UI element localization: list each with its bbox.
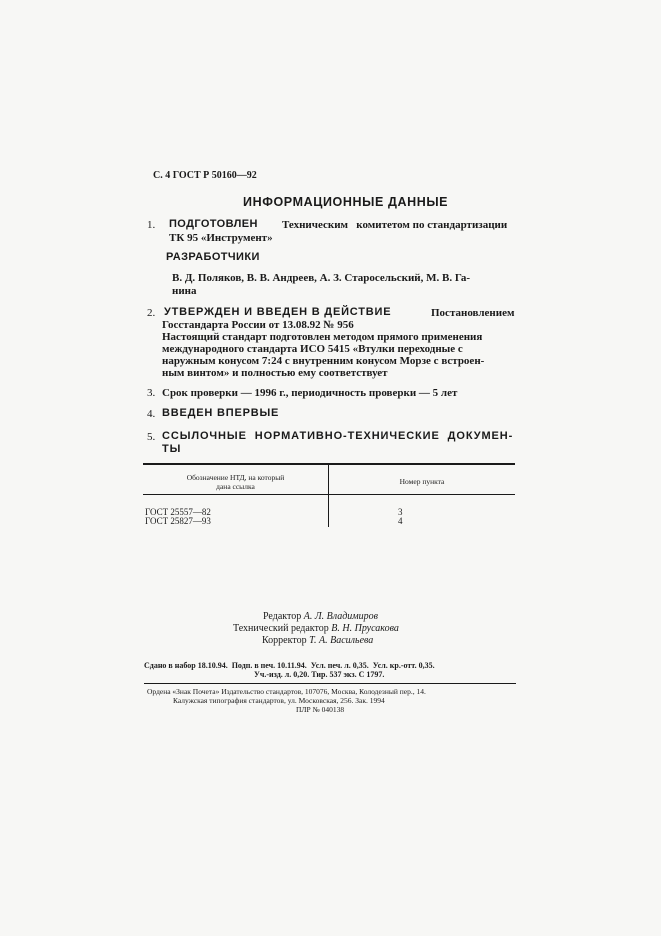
section-1-number: 1.: [147, 219, 156, 231]
page-header: С. 4 ГОСТ Р 50160—92: [153, 170, 257, 181]
developers-heading: РАЗРАБОТЧИКИ: [166, 251, 260, 263]
editor-credit: Редактор А. Л. Владимиров: [263, 611, 378, 622]
section-1-lead: ПОДГОТОВЛЕН: [169, 218, 258, 230]
section-2-line-2: Госстандарта России от 13.08.92 № 956: [162, 319, 354, 331]
developers-list-cont: нина: [172, 285, 197, 297]
table-column-divider: [328, 465, 329, 527]
section-5-lead-cont: ТЫ: [162, 443, 182, 455]
table-row-item: 4: [398, 516, 403, 526]
table-header-rule: [143, 494, 515, 495]
section-4-number: 4.: [147, 408, 156, 420]
publisher-line-2: Калужская типография стандартов, ул. Московская, 256. Зак. 1994: [173, 696, 385, 705]
section-2-line-6: ным винтом» и полностью ему соответствует: [162, 367, 388, 379]
page-title: ИНФОРМАЦИОННЫЕ ДАННЫЕ: [243, 195, 449, 209]
table-row-item: 3: [398, 507, 403, 517]
table-row-doc: ГОСТ 25557—82: [145, 507, 211, 517]
section-5-lead: ССЫЛОЧНЫЕ НОРМАТИВНО-ТЕХНИЧЕСКИЕ ДОКУМЕН-: [162, 430, 514, 442]
section-1-text: Техническим комитетом по стандартизации: [282, 219, 508, 231]
section-2-number: 2.: [147, 307, 156, 319]
table-header-item: Номер пункта: [399, 477, 445, 486]
tech-editor-credit: Технический редактор В. Н. Прусакова: [233, 623, 399, 634]
imprint-rule: [144, 683, 516, 684]
section-2-lead: УТВЕРЖДЕН И ВВЕДЕН В ДЕЙСТВИЕ: [164, 306, 392, 318]
table-row-doc: ГОСТ 25827—93: [145, 516, 211, 526]
section-2-line-5: наружным конусом 7:24 с внутренним конусом Морзе с встроен-: [162, 355, 485, 367]
table-header-document: Обозначение НТД, на который дана ссылка: [186, 473, 285, 491]
section-3-number: 3.: [147, 387, 156, 399]
publisher-line-1: Ордена «Знак Почета» Издательство стандартов, 107076, Москва, Колодезный пер., 14.: [147, 687, 426, 696]
section-3-text: Срок проверки — 1996 г., периодичность проверки — 5 лет: [162, 387, 458, 399]
section-5-number: 5.: [147, 431, 156, 443]
developers-list: В. Д. Поляков, В. В. Андреев, А. З. Старосельский, М. В. Га-: [172, 272, 471, 284]
section-4-lead: ВВЕДЕН ВПЕРВЫЕ: [162, 407, 280, 419]
publisher-line-3: ПЛР № 040138: [296, 705, 345, 714]
section-1-text-cont: ТК 95 «Инструмент»: [169, 232, 273, 244]
imprint-line-2: Уч.-изд. л. 0,20. Тир. 537 экз. С 1797.: [254, 670, 385, 679]
imprint-line-1: Сдано в набор 18.10.94. Подп. в печ. 10.11.94. Усл. печ. л. 0,35. Усл. кр.-отт. 0,35.: [144, 661, 435, 670]
section-2-text: Постановлением: [431, 307, 515, 319]
section-2-line-4: международного стандарта ИСО 5415 «Втулки переходные с: [162, 343, 463, 355]
section-2-line-3: Настоящий стандарт подготовлен методом прямого применения: [162, 331, 483, 343]
proofreader-credit: Корректор Т. А. Васильева: [262, 635, 374, 646]
table-top-rule: [143, 463, 515, 465]
